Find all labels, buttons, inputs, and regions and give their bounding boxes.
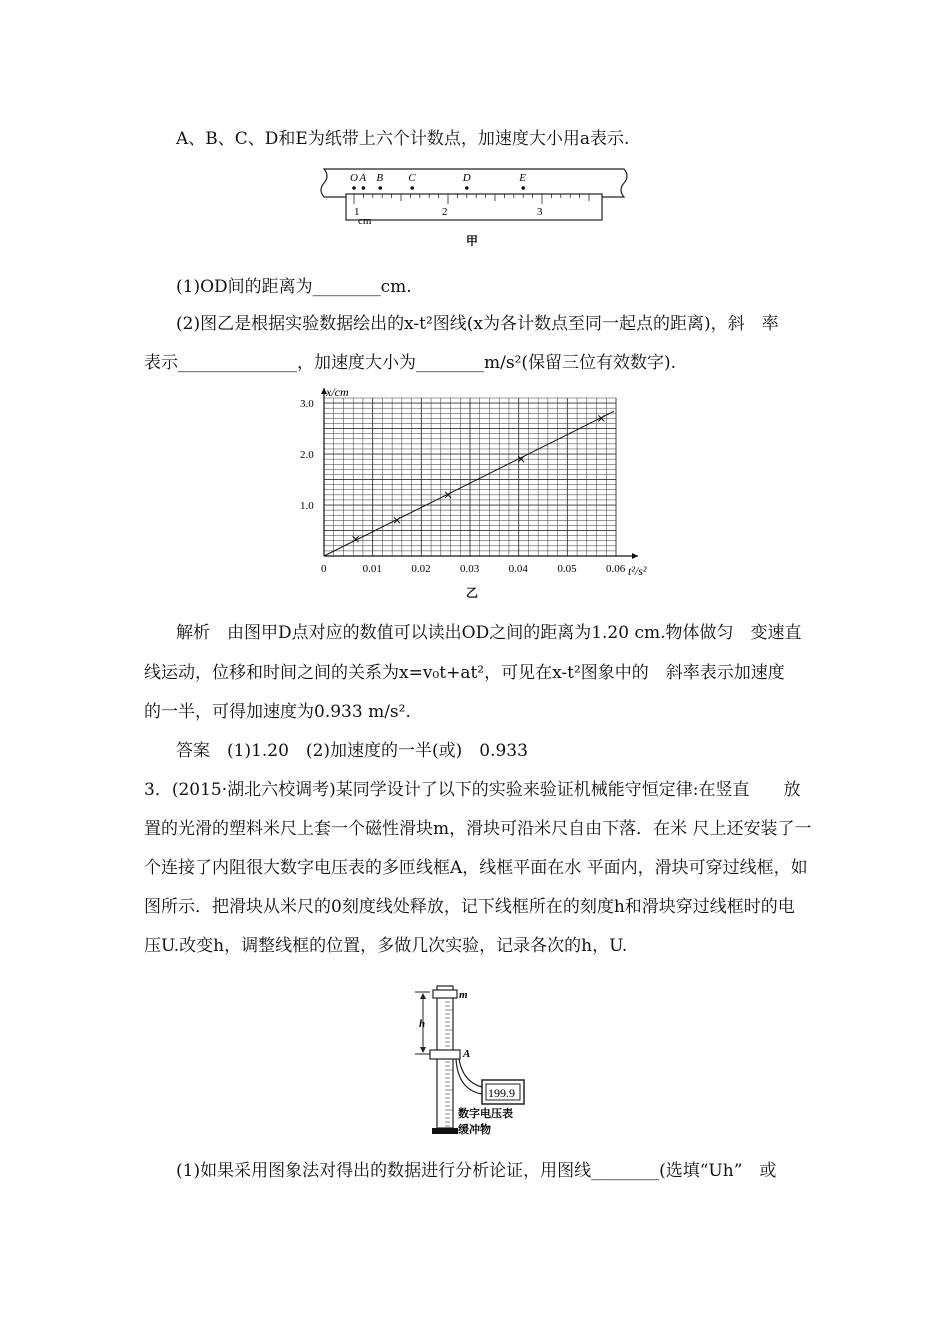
analysis-line1: 解析 由图甲D点对应的数值可以读出OD之间的距离为1.20 cm.物体做匀 变速直 [176, 623, 802, 643]
scale-3: 3 [537, 206, 543, 218]
scale-1: 1 [354, 206, 360, 218]
meter-reading: 199.9 [488, 1086, 515, 1100]
scale-2: 2 [442, 206, 448, 218]
paper-tape [321, 169, 627, 197]
question-3-line2: 置的光滑的塑料米尺上套一个磁性滑块m，滑块可沿米尺自由下落．在米 尺上还安装了一 [144, 819, 812, 839]
chart-grid [324, 398, 616, 556]
q1-blank: ________ [312, 277, 381, 297]
x-tick-label: 0.05 [557, 563, 577, 575]
q2-text-c: m/s²(保留三位有效数字). [484, 353, 677, 373]
chart-ylabel: x/cm [326, 385, 349, 399]
y-tick-label: 3.0 [300, 398, 314, 411]
x-tick-label: 0.06 [606, 563, 626, 575]
fit-line [324, 411, 614, 556]
label-m: m [459, 989, 468, 1001]
x-tick-label: 0 [321, 563, 327, 575]
ruler [346, 194, 602, 220]
h-arrow-up [420, 993, 426, 999]
chart-xlabel: t²/s² [628, 564, 647, 578]
q2-text-b: ，加速度大小为 [297, 353, 416, 373]
q2-text-a: 表示 [144, 353, 178, 373]
tape-point [465, 186, 469, 190]
y-tick-label: 2.0 [300, 449, 314, 462]
intro-line: A、B、C、D和E为纸带上六个计数点，加速度大小用a表示. [176, 129, 630, 149]
apparatus-svg [410, 982, 560, 1142]
label-h: h [419, 1018, 426, 1030]
tape-point-label: A [359, 172, 367, 184]
buffer-block [432, 1128, 458, 1134]
question-3-line4: 图所示．把滑块从米尺的0刻度线处释放，记下线框所在的刻度h和滑块穿过线框时的电 [144, 897, 795, 917]
q3-1-prefix: (1)如果采用图象法对得出的数据进行分析论证，用图线 [176, 1161, 592, 1181]
x-tick-label: 0.04 [508, 563, 528, 575]
question-2-line1: (2)图乙是根据实验数据绘出的x-t²图线(x为各计数点至同一起点的距离)，斜 率 [176, 314, 779, 334]
question-1 [176, 276, 412, 298]
q1-suffix: cm. [380, 277, 412, 297]
x-t2-chart [286, 384, 666, 584]
q3-1-suffix: (选填“Uh” 或 [659, 1161, 777, 1181]
tape-point-label: E [519, 172, 526, 184]
tape-point [521, 186, 525, 190]
question-2-line2 [144, 352, 676, 374]
tape-figure [318, 164, 634, 226]
x-axis-arrow [632, 553, 638, 559]
analysis-line3: 的一半，可得加速度为0.933 m/s². [144, 702, 411, 722]
q2-blank-1: ______________ [178, 353, 297, 373]
tape-point [410, 186, 414, 190]
question-3-line3: 个连接了内阻很大数字电压表的多匝线框A，线框平面在水 平面内，滑块可穿过线框，如 [144, 858, 808, 878]
tape-point-label: C [408, 172, 416, 184]
apparatus-figure [410, 982, 560, 1142]
chart-svg [286, 384, 666, 584]
analysis-line2: 线运动，位移和时间之间的关系为x=v₀t+at²，可见在x-t²图象中的 斜率表示加速度 [144, 663, 785, 683]
label-a: A [463, 1048, 471, 1060]
tape-caption: 甲 [466, 234, 479, 248]
x-tick-label: 0.02 [411, 563, 431, 575]
tape-point-label: D [462, 172, 471, 184]
tape-point [362, 186, 366, 190]
h-arrow-down [420, 1047, 426, 1053]
tape-point [352, 186, 356, 190]
q1-prefix: (1)OD间的距离为 [176, 277, 313, 297]
tape-point [379, 186, 383, 190]
chart-fit-line [324, 411, 614, 556]
chart-caption: 乙 [466, 586, 479, 600]
question-3-1 [176, 1160, 776, 1182]
tape-svg [318, 164, 634, 226]
coil-frame-a [430, 1050, 460, 1059]
q3-1-blank: ________ [591, 1161, 660, 1181]
scale-unit: cm [358, 215, 372, 226]
slider-m [433, 990, 457, 998]
question-3-line5: 压U.改变h，调整线框的位置，多做几次实验，记录各次的h，U. [144, 936, 628, 956]
x-tick-label: 0.01 [362, 563, 382, 575]
x-tick-label: 0.03 [460, 563, 480, 575]
tape-point-label: O [350, 172, 358, 184]
answer-line: 答案 (1)1.20 (2)加速度的一半(或) 0.933 [176, 741, 528, 761]
q2-blank-2: ________ [416, 353, 484, 373]
question-3-line1: 3．(2015·湖北六校调考)某同学设计了以下的实验来验证机械能守恒定律:在竖直 放 [144, 780, 801, 800]
label-meter: 数字电压表 [458, 1108, 513, 1120]
tape-point-label: B [376, 172, 384, 184]
y-tick-label: 1.0 [300, 500, 314, 513]
label-buffer: 缓冲物 [458, 1124, 491, 1136]
